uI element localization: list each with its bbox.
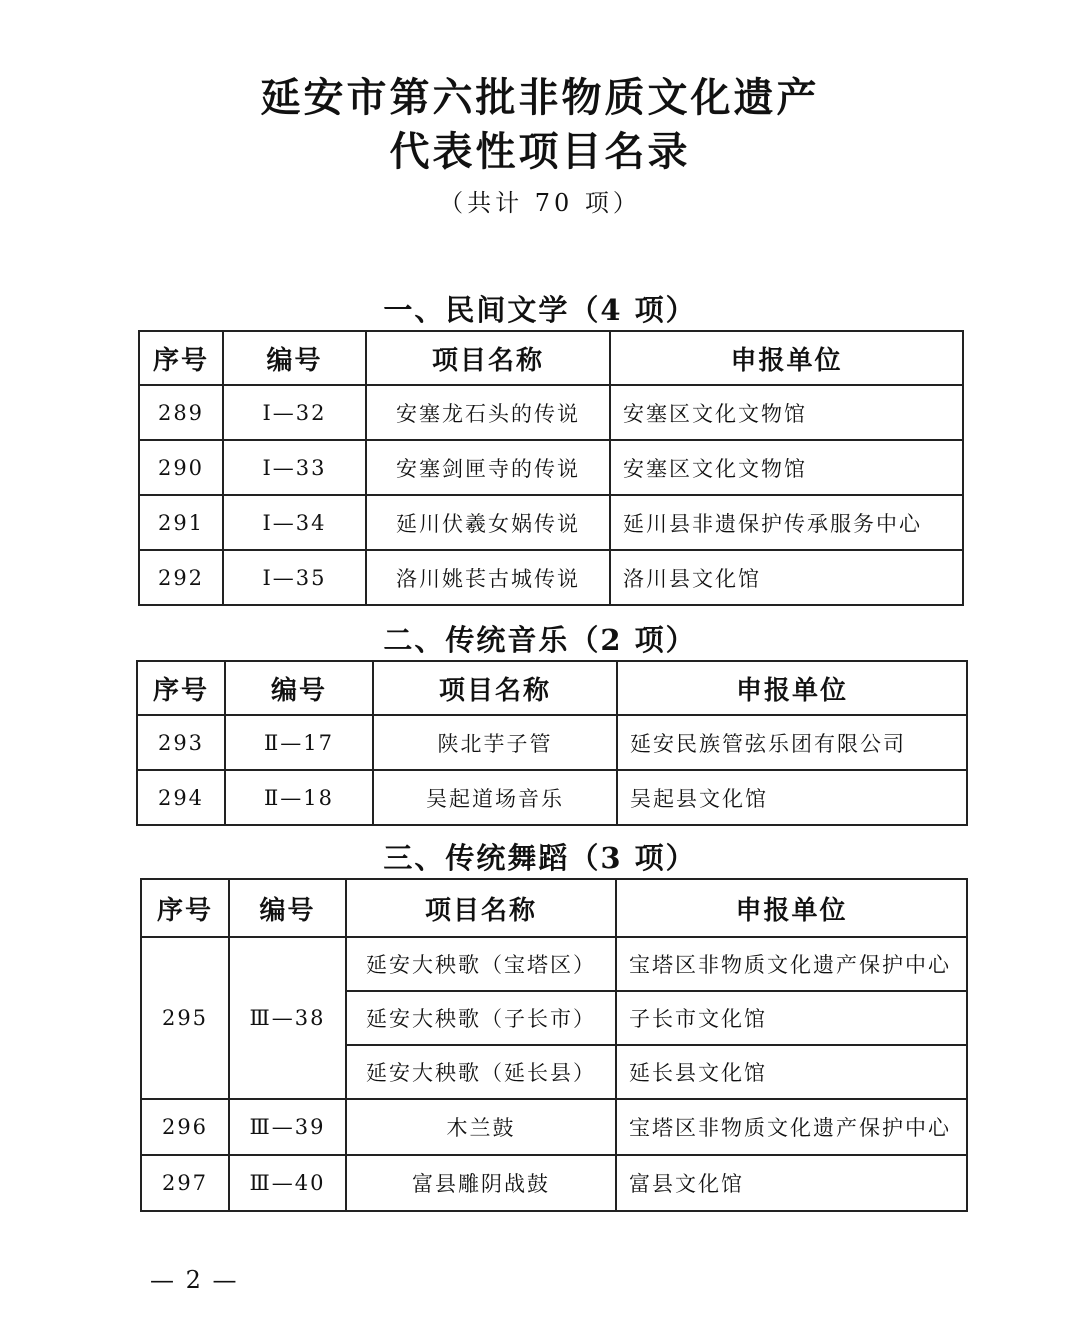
table-header-row bbox=[137, 661, 967, 715]
header-project-name: 项目名称 bbox=[373, 661, 617, 715]
cell-code: Ⅲ—38 bbox=[229, 937, 346, 1099]
cell-serial: 289 bbox=[139, 385, 223, 440]
cell-serial: 292 bbox=[139, 550, 223, 605]
cell-code: Ⅰ—33 bbox=[223, 440, 366, 495]
cell-serial: 294 bbox=[137, 770, 225, 825]
cell-applicant-unit: 延安民族管弦乐团有限公司 bbox=[617, 715, 967, 770]
document-title-line1: 延安市第六批非物质文化遗产 bbox=[260, 74, 820, 121]
cell-project-name: 延川伏羲女娲传说 bbox=[366, 495, 610, 550]
table-row bbox=[137, 770, 967, 825]
table-row bbox=[137, 715, 967, 770]
table-row bbox=[141, 1155, 967, 1211]
document-subtitle: （共计 70 项） bbox=[439, 189, 641, 217]
cell-serial: 295 bbox=[141, 937, 229, 1099]
cell-serial: 297 bbox=[141, 1155, 229, 1211]
header-applicant-unit: 申报单位 bbox=[610, 331, 963, 385]
cell-applicant-unit: 安塞区文化文物馆 bbox=[610, 385, 963, 440]
cell-serial: 290 bbox=[139, 440, 223, 495]
cell-applicant-unit: 宝塔区非物质文化遗产保护中心 bbox=[616, 937, 967, 991]
cell-code: Ⅰ—34 bbox=[223, 495, 366, 550]
cell-applicant-unit: 安塞区文化文物馆 bbox=[610, 440, 963, 495]
document-title-line2: 代表性项目名录 bbox=[389, 128, 691, 175]
header-serial: 序号 bbox=[137, 661, 225, 715]
header-serial: 序号 bbox=[141, 879, 229, 937]
cell-code: Ⅰ—32 bbox=[223, 385, 366, 440]
table-header-row bbox=[141, 879, 967, 937]
table-row bbox=[139, 440, 963, 495]
cell-project-name: 木兰鼓 bbox=[346, 1099, 616, 1155]
table-row bbox=[139, 385, 963, 440]
header-serial: 序号 bbox=[139, 331, 223, 385]
cell-serial: 291 bbox=[139, 495, 223, 550]
cell-serial: 296 bbox=[141, 1099, 229, 1155]
section-title-traditional-music: 二、传统音乐（2 项） bbox=[383, 623, 697, 657]
header-project-name: 项目名称 bbox=[366, 331, 610, 385]
cell-project-name: 吴起道场音乐 bbox=[373, 770, 617, 825]
cell-applicant-unit: 宝塔区非物质文化遗产保护中心 bbox=[616, 1099, 967, 1155]
cell-project-name: 安塞剑匣寺的传说 bbox=[366, 440, 610, 495]
header-applicant-unit: 申报单位 bbox=[616, 879, 967, 937]
cell-applicant-unit: 延川县非遗保护传承服务中心 bbox=[610, 495, 963, 550]
table-traditional-dance bbox=[140, 878, 968, 1212]
cell-code: Ⅰ—35 bbox=[223, 550, 366, 605]
cell-project-name: 富县雕阴战鼓 bbox=[346, 1155, 616, 1211]
header-code: 编号 bbox=[229, 879, 346, 937]
cell-applicant-unit: 延长县文化馆 bbox=[616, 1045, 967, 1099]
section-title-folk-literature: 一、民间文学（4 项） bbox=[383, 293, 697, 327]
page-number: — 2 — bbox=[150, 1266, 239, 1294]
table-traditional-music bbox=[136, 660, 968, 826]
cell-project-name: 安塞龙石头的传说 bbox=[366, 385, 610, 440]
cell-applicant-unit: 富县文化馆 bbox=[616, 1155, 967, 1211]
cell-code: Ⅱ—17 bbox=[225, 715, 373, 770]
table-row bbox=[141, 937, 967, 991]
cell-project-name: 延安大秧歌（子长市） bbox=[346, 991, 616, 1045]
table-folk-literature bbox=[138, 330, 964, 606]
table-row bbox=[139, 495, 963, 550]
cell-project-name: 延安大秧歌（宝塔区） bbox=[346, 937, 616, 991]
table-row bbox=[139, 550, 963, 605]
cell-serial: 293 bbox=[137, 715, 225, 770]
cell-applicant-unit: 洛川县文化馆 bbox=[610, 550, 963, 605]
cell-project-name: 陕北芋子管 bbox=[373, 715, 617, 770]
table-row bbox=[141, 1099, 967, 1155]
cell-applicant-unit: 吴起县文化馆 bbox=[617, 770, 967, 825]
cell-applicant-unit: 子长市文化馆 bbox=[616, 991, 967, 1045]
header-applicant-unit: 申报单位 bbox=[617, 661, 967, 715]
section-title-traditional-dance: 三、传统舞蹈（3 项） bbox=[383, 841, 697, 875]
header-code: 编号 bbox=[223, 331, 366, 385]
cell-code: Ⅲ—40 bbox=[229, 1155, 346, 1211]
cell-code: Ⅲ—39 bbox=[229, 1099, 346, 1155]
cell-project-name: 洛川姚苌古城传说 bbox=[366, 550, 610, 605]
header-code: 编号 bbox=[225, 661, 373, 715]
cell-code: Ⅱ—18 bbox=[225, 770, 373, 825]
header-project-name: 项目名称 bbox=[346, 879, 616, 937]
table-header-row bbox=[139, 331, 963, 385]
cell-project-name: 延安大秧歌（延长县） bbox=[346, 1045, 616, 1099]
